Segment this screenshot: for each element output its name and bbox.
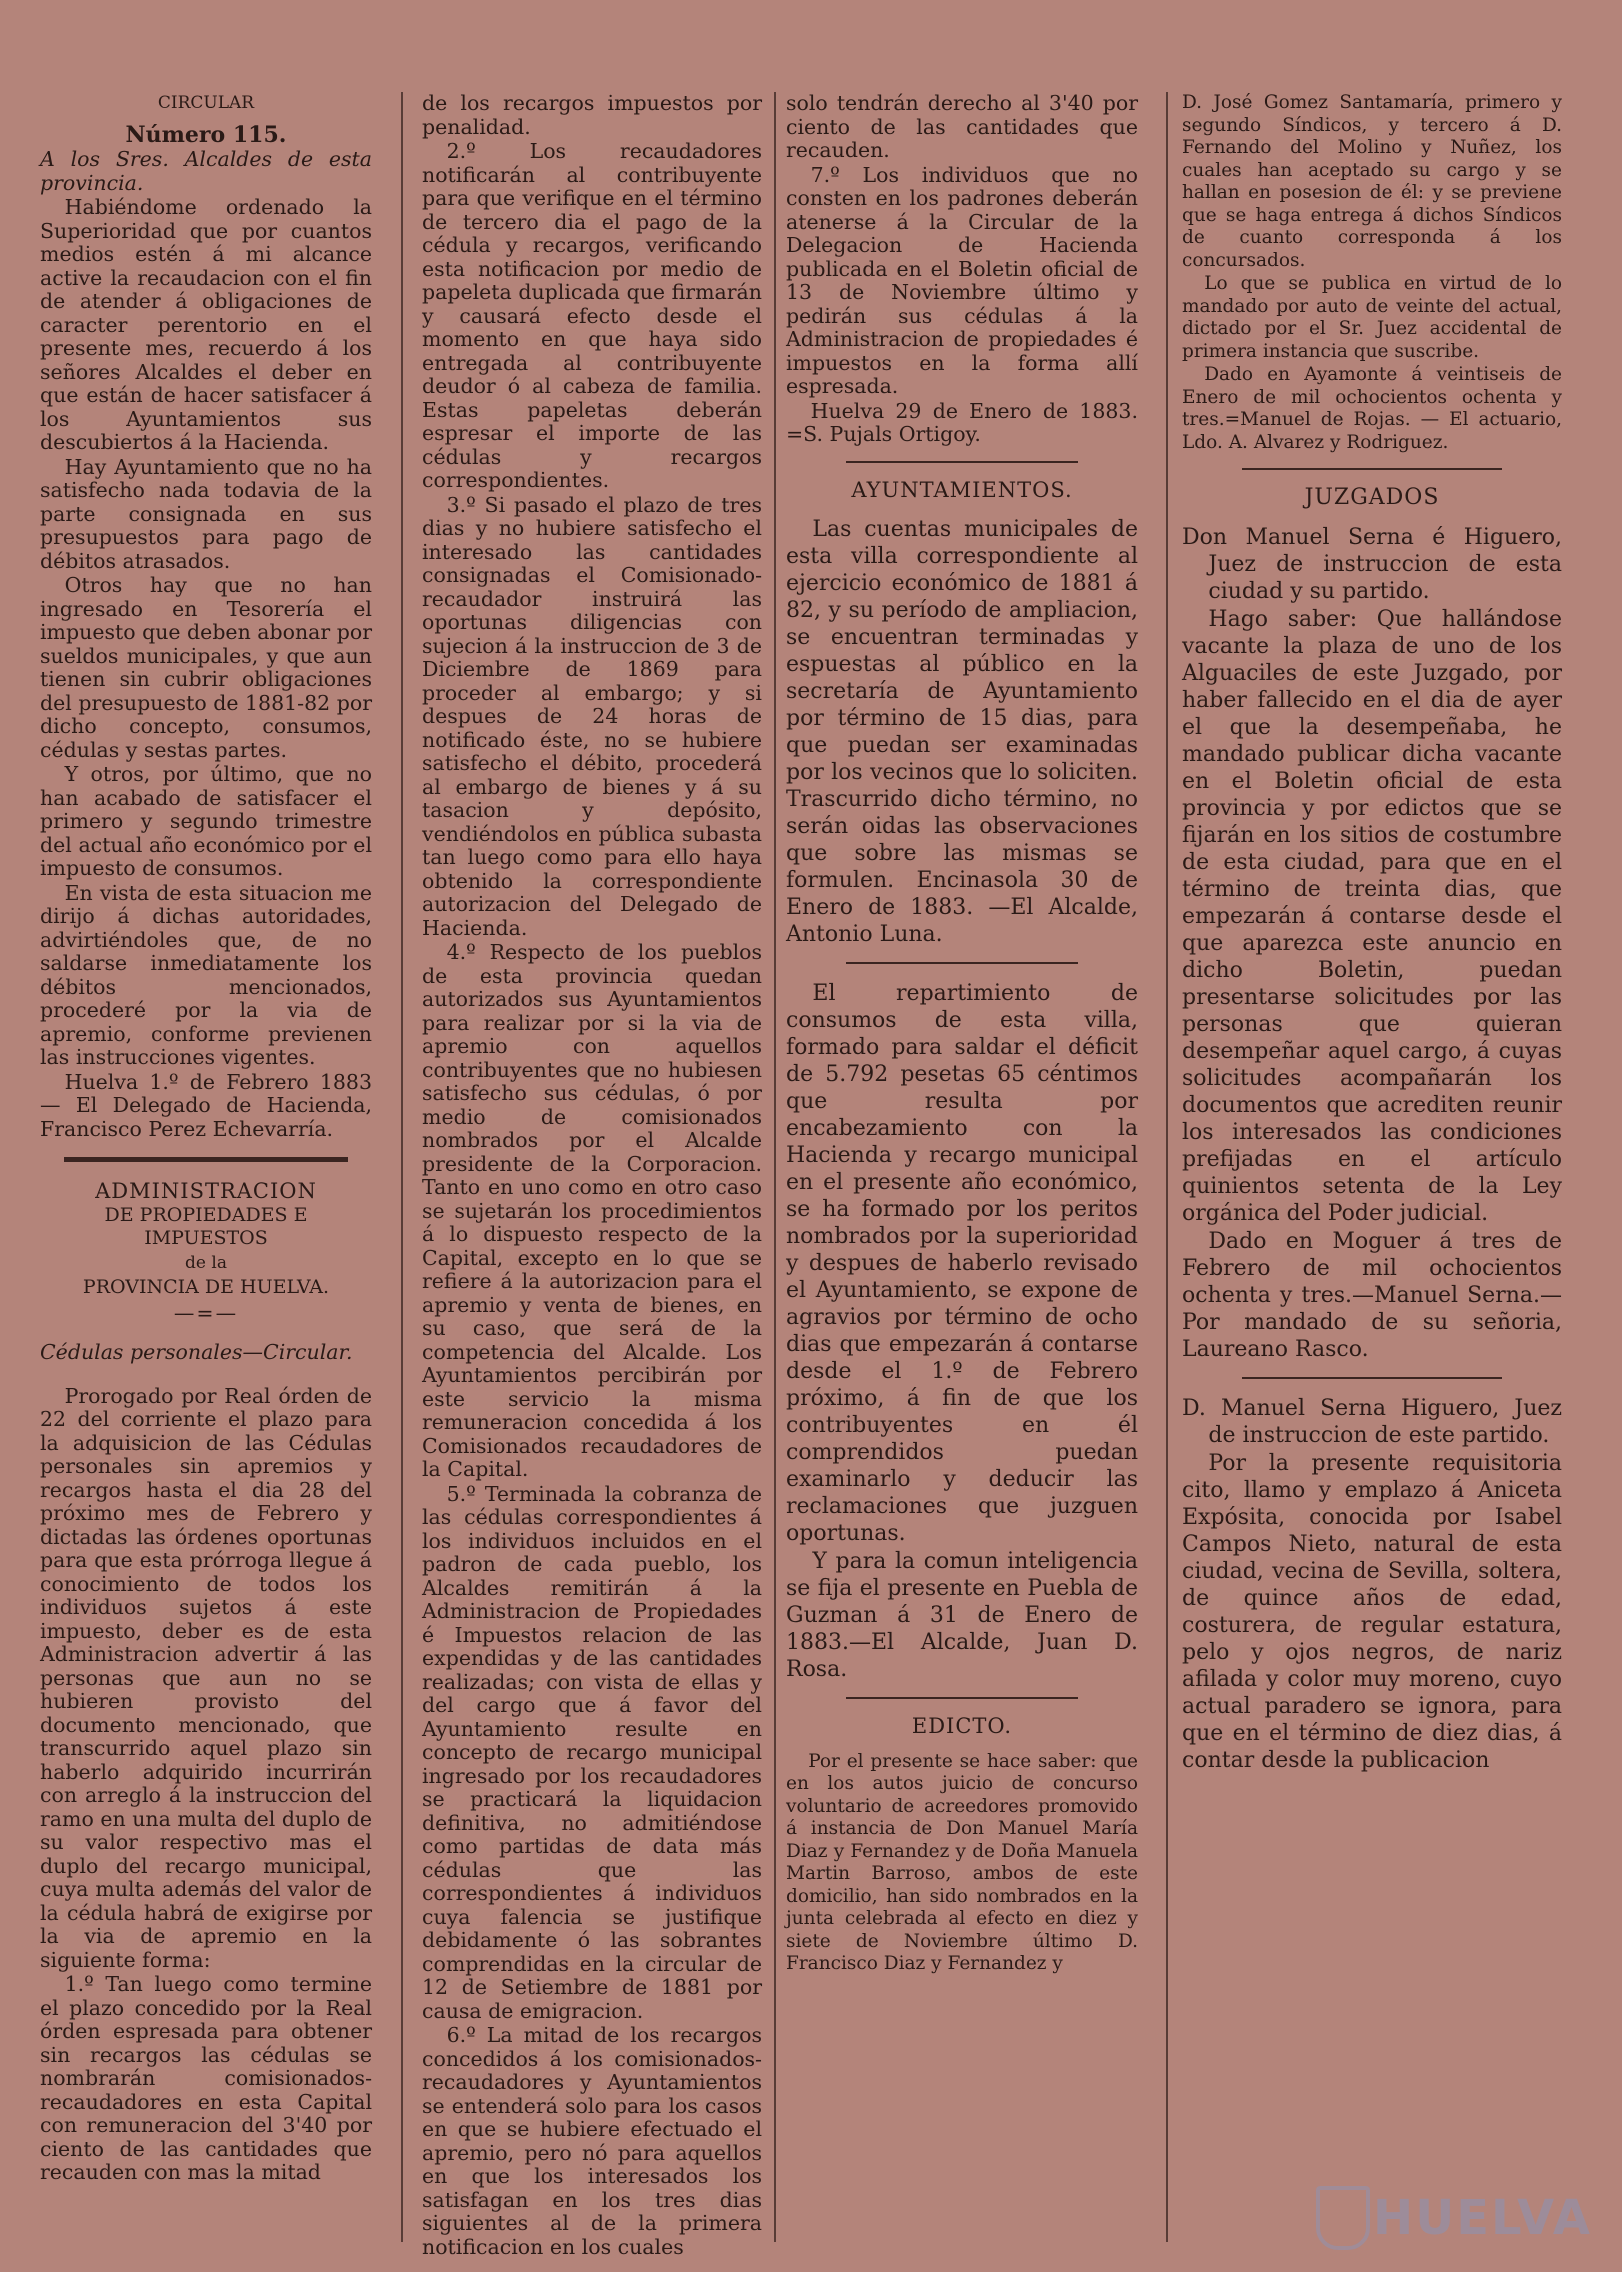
circular-heading: CIRCULAR [157, 93, 255, 113]
archive-watermark: HUELVA [1373, 2190, 1592, 2246]
column-1 [40, 92, 372, 2242]
paragraph: Otros hay que no han ingresado en Tesorería el impuesto que deben abonar por sueldos municipales, y que aun tienen sin cubrir obligaciones del presupuesto de 1881-82 por dicho concepto, consumos, cédulas y sestas partes. [40, 573, 372, 762]
paragraph: 2.º Los recaudadores notificarán al contribuyente para que verifique en el término de tercero dia el pago de la cédula y recargos, verificando esta notificacion por medio de papeleta duplicada que firmarán y causará efecto desde el momento en que haya sido entregada al contribuyente deudor ó al cabeza de familia. Estas papeletas deberán espresar el importe de las cédulas y recargos correspondientes. [422, 139, 762, 492]
paragraph: de los recargos impuestos por penalidad. [422, 91, 762, 139]
paragraph: Dado en Ayamonte á veintiseis de Enero de mil ochocientos ochenta y tres.=Manuel de Rojas. — El actuario, Ldo. A. Alvarez y Rodriguez. [1182, 364, 1562, 453]
paragraph: Hay Ayuntamiento que no ha satisfecho nada todavia de la parte consignada en sus presupuestos para pago de débitos atrasados. [40, 454, 372, 573]
section-divider [846, 962, 1078, 964]
admin-heading: ADMINISTRACION [95, 1179, 317, 1203]
paragraph: En vista de esta situacion me dirijo á dichas autoridades, advirtiéndoles que, de no saldarse inmediatamente los débitos mencionados, procederé por la via de apremio, conforme previenen las instrucciones vigentes. [40, 880, 372, 1069]
cedulas-title: Cédulas personales—Circular. [40, 1340, 353, 1364]
paragraph: 4.º Respecto de los pueblos de esta provincia quedan autorizados sus Ayuntamientos para realizar por si la via de apremio con aquellos contribuyentes que no hubiesen satisfecho sus cédulas, ó por medio de comisionados nombrados por el Alcalde presidente de la Corporacion. Tanto en uno como en otro caso se sujetarán los procedimientos á lo dispuesto respecto de la Capital, excepto en lo que se refiere á la autorizacion para el apremio y venta de bienes, en su caso, que será de la competencia del Alcalde. Los Ayuntamientos percibirán por este servicio la misma remuneracion concedida á los Comisionados recaudadores de la Capital. [422, 940, 762, 1481]
signature: Huelva 29 de Enero de 1883. =S. Pujals Ortigoy. [786, 398, 1138, 446]
paragraph: D. José Gomez Santamaría, primero y segundo Síndicos, y tercero á D. Fernando del Molino y Nuñez, los cuales han aceptado su cargo y se hallan en posesion de él: y se previene que se haga entrega á dichos Síndicos de cuanto corresponda á los concursados. [1182, 92, 1562, 271]
signature: Dado en Moguer á tres de Febrero de mil ochocientos ochenta y tres.—Manuel Serna.—Por mandado de su señoria, Laureano Rasco. [1182, 1228, 1562, 1362]
section-divider [846, 461, 1078, 463]
juez-header: Don Manuel Serna é Higuero, Juez de instruccion de esta ciudad y su partido. [1182, 524, 1562, 604]
admin-heading: PROVINCIA DE HUELVA. [82, 1276, 330, 1298]
column-rule [401, 92, 403, 2242]
paragraph: Por la presente requisitoria cito, llamo y emplazo á Aniceta Expósita, conocida por Isabel Campos Nieto, natural de esta ciudad, vecina de Sevilla, soltera, de quince años de edad, costurera, de regular estatura, pelo y ojos negros, de nariz afilada y color muy moreno, cuyo actual paradero se ignora, para que en el término de diez dias, á contar desde la publicacion [1182, 1450, 1562, 1773]
paragraph: 5.º Terminada la cobranza de las cédulas correspondientes á los individuos incluidos en el padron de cada pueblo, los Alcaldes remitirán á la Administracion de Propiedades é Impuestos relacion de las expendidas y de las cantidades realizadas; con vista de ellas y del cargo que á favor del Ayuntamiento resulte en concepto de recargo municipal ingresado por los recaudadores se practicará la liquidacion definitiva, no admitiéndose como partidas de data más cédulas que las correspondientes á individuos cuya falencia se justifique debidamente ó las sobrantes comprendidas en la circular de 12 de Setiembre de 1881 por causa de emigracion. [422, 1481, 762, 2023]
column-4 [1182, 92, 1562, 2242]
paragraph: 3.º Si pasado el plazo de tres dias y no hubiere satisfecho el interesado las cantidades consignadas el Comisionado-recaudador instruirá las oportunas diligencias con sujecion á la instruccion de 3 de Diciembre de 1869 para proceder al embargo; y si despues de 24 horas de notificado éste, no se hubiere satisfecho el débito, procederá al embargo de bienes y á su tasacion y depósito, vendiéndolos en pública subasta tan luego como para ello haya obtenido la correspondiente autorizacion del Delegado de Hacienda. [422, 492, 762, 940]
paragraph: Por el presente se hace saber: que en los autos juicio de concurso voluntario de acreedores promovido á instancia de Don Manuel María Diaz y Fernandez y de Doña Manuela Martin Barroso, ambos de este domicilio, han sido nombrados en la junta celebrada al efecto en diez y siete de Noviembre último D. Francisco Diaz y Fernandez y [786, 1750, 1138, 1974]
column-3 [786, 92, 1138, 2242]
section-divider [64, 1157, 348, 1162]
paragraph: Lo que se publica en virtud de lo mandado por auto de veinte del actual, dictado por el Sr. Juez accidental de primera instancia que suscribe. [1182, 273, 1562, 362]
archive-shield-icon [1316, 2186, 1370, 2250]
juez-header: D. Manuel Serna Higuero, Juez de instruccion de este partido. [1182, 1395, 1562, 1448]
admin-heading: DE PROPIEDADES E IMPUESTOS [104, 1203, 308, 1249]
paragraph: solo tendrán derecho al 3'40 por ciento de las cantidades que recauden. [786, 91, 1138, 162]
column-rule [1166, 92, 1168, 2242]
paragraph: Hago saber: Que hallándose vacante la plaza de uno de los Alguaciles de este Juzgado, por haber fallecido en el dia de ayer el que la desempeñaba, he mandado publicar dicha vacante en el Boletin oficial de esta provincia y por edictos que se fijarán en los sitios de costumbre de esta ciudad, para que en el término de treinta dias, que empezarán á contarse desde el que aparezca este anuncio en dicho Boletin, puedan presentarse solicitudes por las personas que quieran desempeñar aquel cargo, á cuyas solicitudes acompañarán los documentos que acrediten reunir los interesados las condiciones prefijadas en el artículo quinientos setenta de la Ley orgánica del Poder judicial. [1182, 606, 1562, 1226]
ayuntamientos-heading: AYUNTAMIENTOS. [851, 477, 1073, 502]
column-2 [422, 91, 762, 2259]
signature: Huelva 1.º de Febrero 1883 — El Delegado de Hacienda, Francisco Perez Echevarría. [40, 1069, 372, 1141]
paragraph: Las cuentas municipales de esta villa correspondiente al ejercicio económico de 1881 á 82, y su período de ampliacion, se encuentran terminadas y espuestas al público en la secretaría de Ayuntamiento por término de 15 dias, para que puedan ser examinadas por los vecinos que lo soliciten. Trascurrido dicho término, no serán oidas las observaciones que sobre las mismas se formulen. Encinasola 30 de Enero de 1883. —El Alcalde, Antonio Luna. [786, 517, 1138, 947]
juzgados-heading: JUZGADOS [1304, 485, 1440, 510]
paragraph: Habiéndome ordenado la Superioridad que por cuantos medios estén á mi alcance active la recaudacion con el fin de atender á obligaciones de caracter perentorio en el presente mes, recuerdo á los señores Alcaldes el deber en que están de hacer satisfacer á los Ayuntamientos sus descubiertos á la Hacienda. [40, 195, 372, 454]
circular-address: A los Sres. Alcaldes de esta provincia. [40, 147, 372, 195]
dash-divider: —=— [173, 1300, 239, 1325]
section-divider [846, 1697, 1078, 1699]
column-rule [774, 92, 776, 2242]
section-divider [1242, 1377, 1502, 1379]
paragraph: Prorogado por Real órden de 22 del corriente el plazo para la adquisicion de las Cédulas personales sin apremios y recargos hasta el dia 28 del próximo mes de Febrero y dictadas las órdenes oportunas para que esta prórroga llegue á conocimiento de todos los individuos sujetos á este impuesto, deber es de esta Administracion advertir á las personas que aun no se hubieren provisto del documento mencionado, que transcurrido aquel plazo sin haberlo adquirido incurrirán con arreglo á la instruccion del ramo en una multa del duplo de su valor respectivo mas el duplo del recargo municipal, cuya multa además del valor de la cédula habrá de exigirse por la via de apremio en la siguiente forma: [40, 1383, 372, 1972]
admin-heading: de la [185, 1252, 227, 1273]
paragraph: Y para la comun inteligencia se fija el presente en Puebla de Guzman á 31 de Enero de 1883.—El Alcalde, Juan D. Rosa. [786, 1549, 1138, 1682]
paragraph: Y otros, por último, que no han acabado de satisfacer el primero y segundo trimestre del actual año económico por el impuesto de consumos. [40, 762, 372, 880]
edicto-heading: EDICTO. [911, 1714, 1013, 1738]
section-divider [1242, 468, 1502, 470]
paragraph: 7.º Los individuos que no consten en los padrones deberán atenerse á la Circular de la Delegacion de Hacienda publicada en el Boletin oficial de 13 de Noviembre último y pedirán sus cédulas á la Administracion de propiedades é impuestos en la forma allí espresada. [786, 162, 1138, 398]
paragraph: El repartimiento de consumos de esta villa, formado para saldar el déficit de 5.792 pesetas 65 céntimos que resulta por encabezamiento con la Hacienda y recargo municipal en el presente año económico, se ha formado por los peritos nombrados por la superioridad y despues de haberlo revisado el Ayuntamiento, se expone de agravios por término de ocho dias que empezarán á contarse desde el 1.º de Febrero próximo, á fin de que los contribuyentes en él comprendidos puedan examinarlo y deducir las reclamaciones que juzguen oportunas. [786, 981, 1138, 1546]
paragraph: 6.º La mitad de los recargos concedidos á los comisionados-recaudadores y Ayuntamientos se entenderá solo para los casos en que se hubiere efectuado el apremio, pero nó para aquellos en que los interesados los satisfagan en los tres dias siguientes al de la primera notificacion en los cuales [422, 2023, 762, 2259]
paragraph: 1.º Tan luego como termine el plazo concedido por la Real órden espresada para obtener sin recargos las cédulas se nombrarán comisionados-recaudadores en esta Capital con remuneracion del 3'40 por ciento de las cantidades que recauden con mas la mitad [40, 1972, 372, 2184]
circular-number: Número 115. [125, 121, 287, 148]
